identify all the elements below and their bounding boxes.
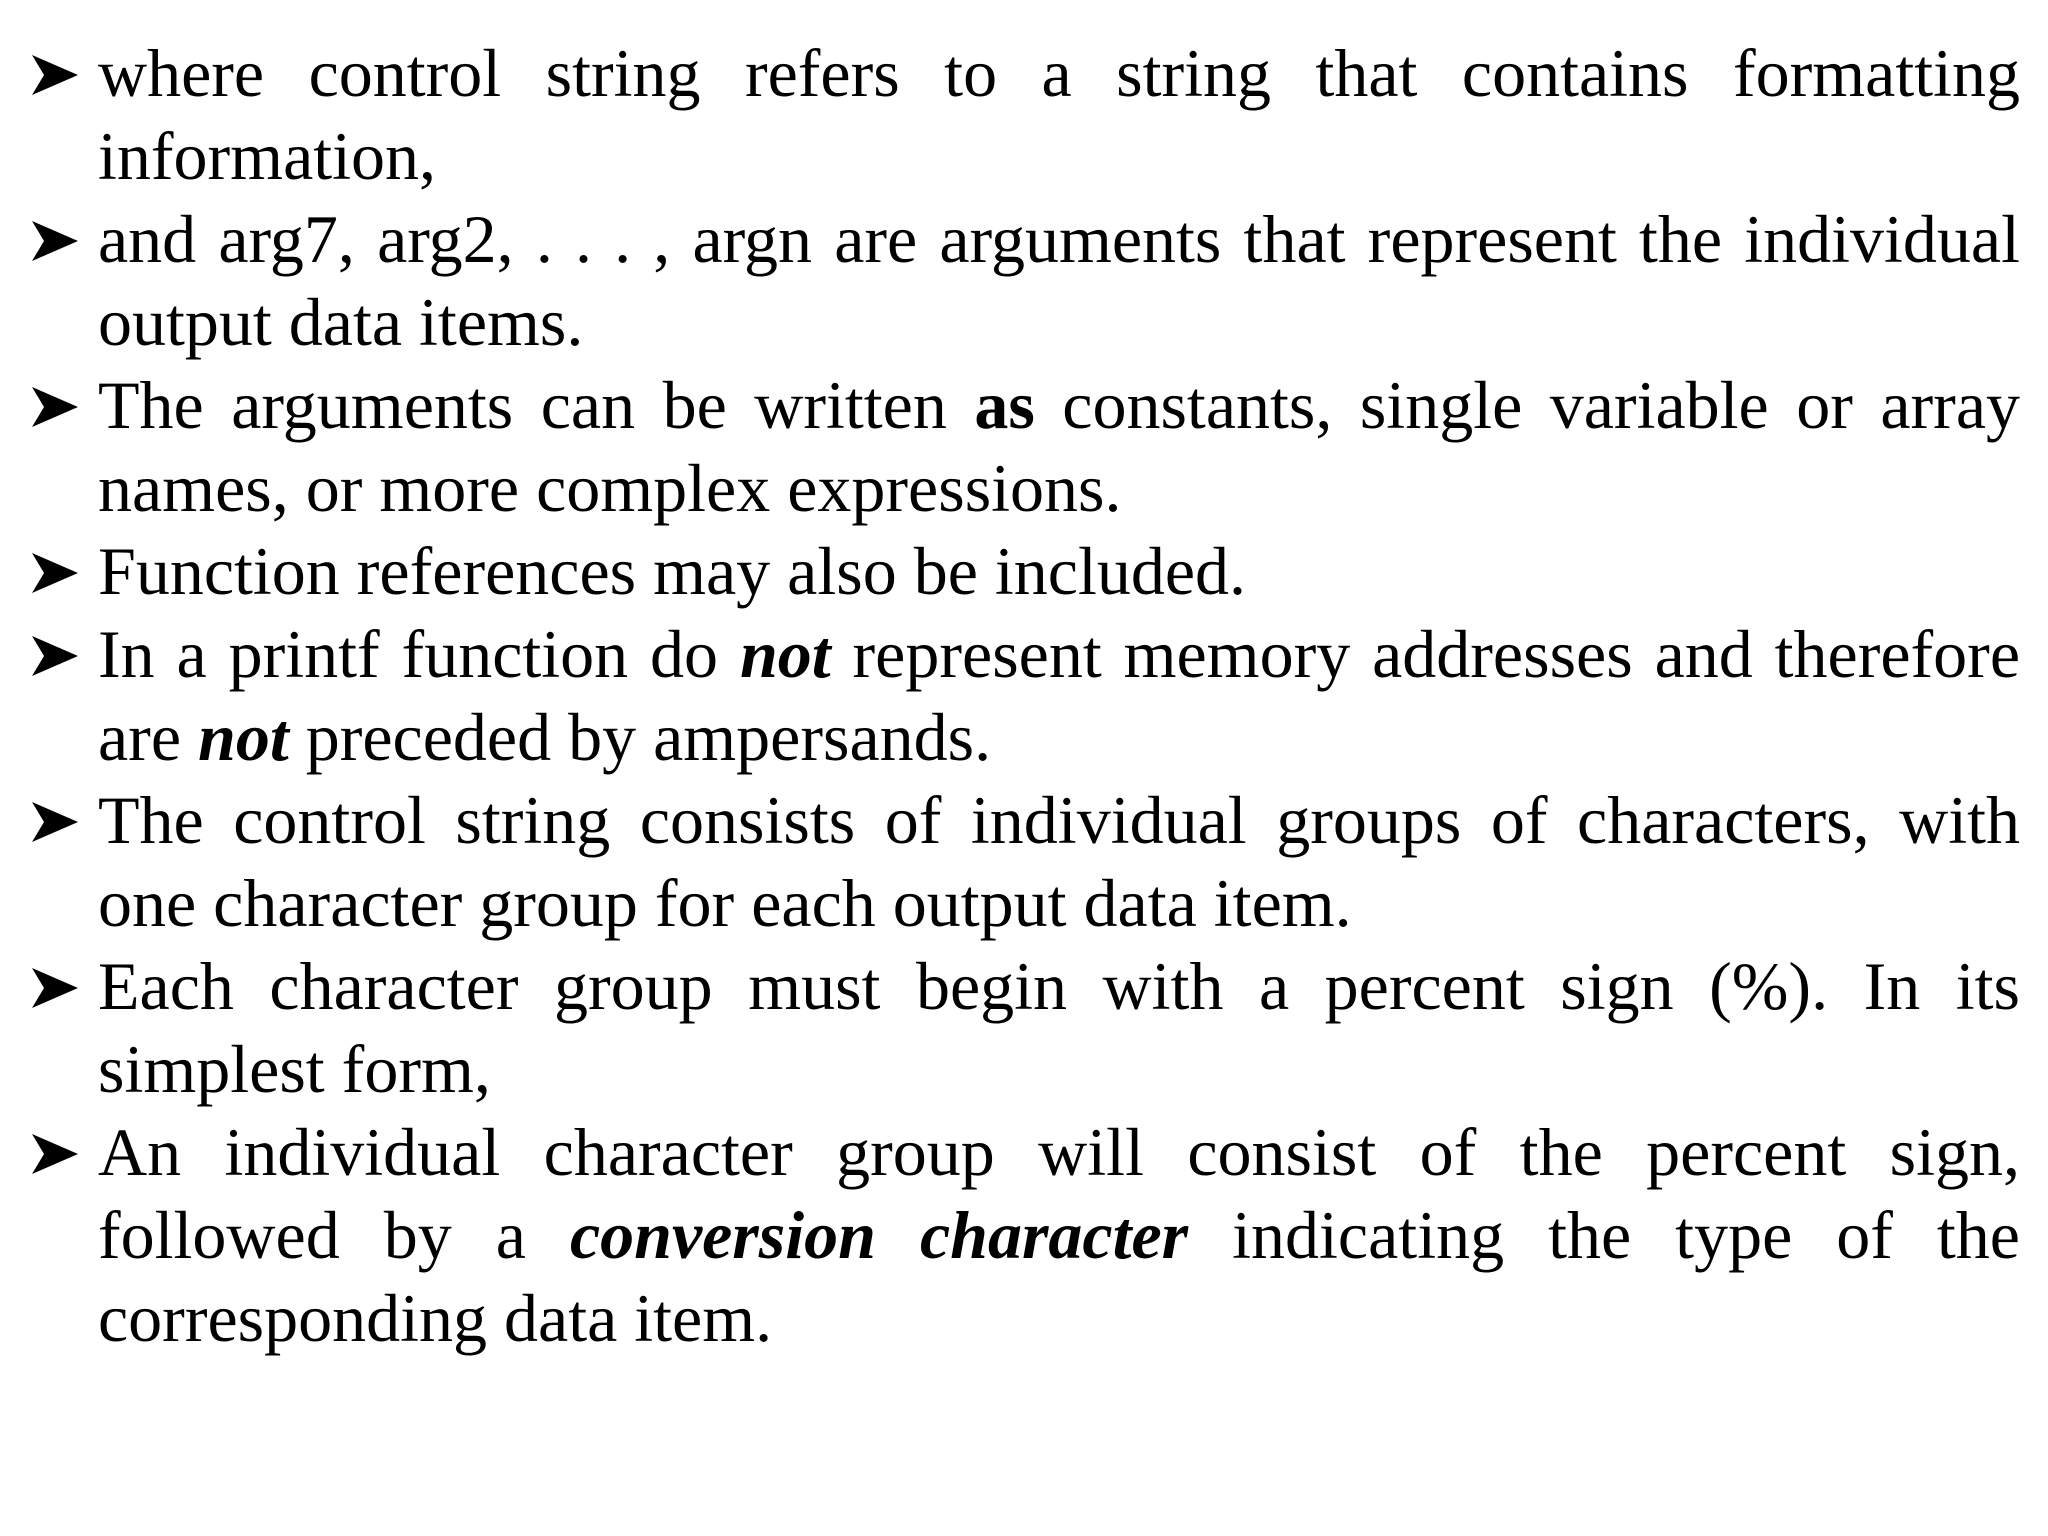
bullet-text: Function references may also be included. (98, 533, 1247, 609)
bullet-text: constants, single variable or array names, or more complex expressions. (98, 367, 2020, 526)
bullet-text: and arg7, arg2, . . . , argn are arguments that represent the individual output data items. (98, 201, 2020, 360)
bullet-text: The control string consists of individual groups of characters, with one character group for each output data item. (98, 782, 2020, 941)
arrowhead-bullet-icon (30, 634, 80, 678)
bullet-item (30, 198, 2020, 364)
bullet-text: The arguments can be written (98, 367, 975, 443)
arrowhead-bullet-icon (30, 800, 80, 844)
bullet-text-emphasis: not (739, 616, 831, 692)
bullet-text: represent memory addresses and therefore are (98, 616, 2021, 775)
arrowhead-bullet-icon (30, 551, 80, 595)
bullet-item (30, 1111, 2020, 1360)
bullet-text: Each character group must begin with a percent sign (%). In its simplest form, (98, 948, 2020, 1107)
bullet-item (30, 779, 2020, 945)
bullet-item (30, 530, 2020, 613)
bullet-item (30, 945, 2020, 1111)
bullet-item (30, 364, 2020, 530)
arrowhead-bullet-icon (30, 53, 80, 97)
bullet-item (30, 613, 2020, 779)
bullet-list (30, 32, 2020, 1360)
bullet-text-emphasis: conversion character (569, 1197, 1189, 1273)
bullet-text: where control string refers to a string that contains formatting information, (98, 35, 2020, 194)
arrowhead-bullet-icon (30, 1132, 80, 1176)
bullet-item (30, 32, 2020, 198)
bullet-text-emphasis: not (198, 699, 289, 775)
bullet-text-bold: as (974, 367, 1035, 443)
bullet-text: An individual character group will consist of the percent sign, followed by a (98, 1114, 2020, 1273)
arrowhead-bullet-icon (30, 966, 80, 1010)
bullet-text: indicating the type of the corresponding data item. (98, 1197, 2020, 1356)
arrowhead-bullet-icon (30, 219, 80, 263)
bullet-text: In a printf function do (98, 616, 740, 692)
arrowhead-bullet-icon (30, 385, 80, 429)
bullet-text: preceded by ampersands. (288, 699, 992, 775)
